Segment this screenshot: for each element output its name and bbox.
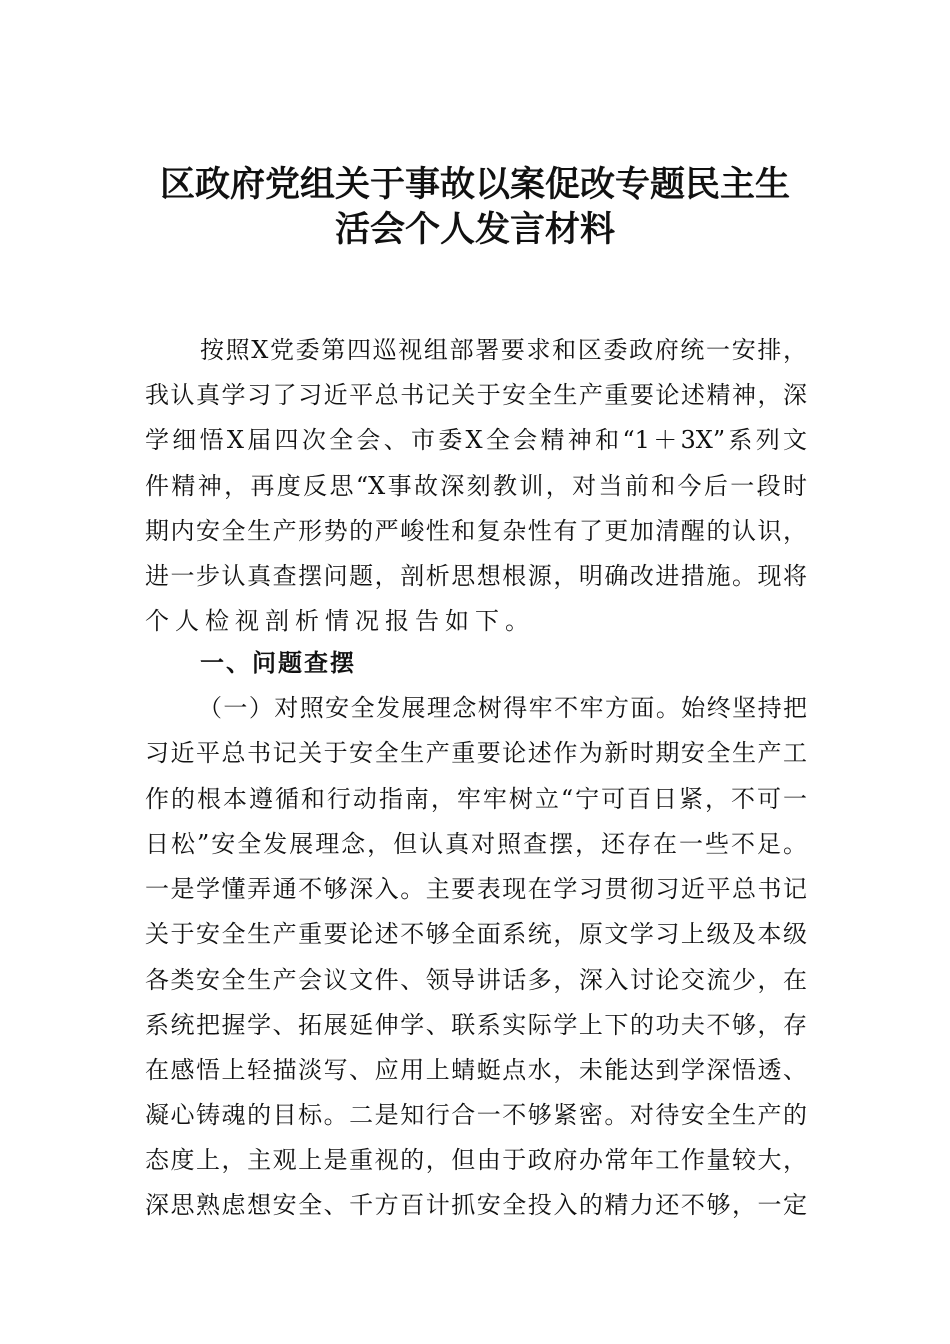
section-line: 深思熟虑想安全、千方百计抓安全投入的精力还不够，一定 bbox=[145, 1191, 807, 1219]
section-line: 一是学懂弄通不够深入。主要表现在学习贯彻习近平总书记 bbox=[145, 875, 807, 903]
section-line: 在感悟上轻描淡写、应用上蜻蜓点水，未能达到学深悟透、 bbox=[145, 1056, 807, 1084]
intro-line: 个人检视剖析情况报告如下。 bbox=[145, 607, 535, 635]
section-line: 各类安全生产会议文件、领导讲话多，深入讨论交流少，在 bbox=[145, 966, 807, 994]
section-line: 关于安全生产重要论述不够全面系统，原文学习上级及本级 bbox=[145, 920, 807, 948]
intro-line: 件精神，再度反思“X事故深刻教训，对当前和今后一段时 bbox=[145, 472, 807, 500]
section-line: 日松”安全发展理念，但认真对照查摆，还存在一些不足。 bbox=[145, 830, 807, 858]
section-line: （一）对照安全发展理念树得牢不牢方面。始终坚持把 bbox=[198, 694, 807, 722]
section-line: 习近平总书记关于安全生产重要论述作为新时期安全生产工 bbox=[145, 739, 807, 767]
document-title-line-2: 活会个人发言材料 bbox=[334, 209, 615, 250]
section-line: 系统把握学、拓展延伸学、联系实际学上下的功夫不够，存 bbox=[145, 1011, 807, 1039]
document-title-line-1: 区政府党组关于事故以案促改专题民主生 bbox=[159, 164, 790, 205]
section-line: 凝心铸魂的目标。二是知行合一不够紧密。对待安全生产的 bbox=[145, 1101, 807, 1129]
intro-line: 我认真学习了习近平总书记关于安全生产重要论述精神，深 bbox=[145, 381, 807, 409]
section-line: 作的根本遵循和行动指南，牢牢树立“宁可百日紧，不可一 bbox=[145, 785, 807, 813]
intro-line: 期内安全生产形势的严峻性和复杂性有了更加清醒的认识， bbox=[145, 517, 807, 545]
section-heading: 一、问题查摆 bbox=[200, 649, 356, 677]
section-line: 态度上，主观上是重视的，但由于政府办常年工作量较大， bbox=[145, 1146, 807, 1174]
intro-line: 学细悟X届四次全会、市委X全会精神和“1＋3X”系列文 bbox=[145, 426, 807, 454]
intro-line: 进一步认真查摆问题，剖析思想根源，明确改进措施。现将 bbox=[145, 562, 807, 590]
intro-line: 按照X党委第四巡视组部署要求和区委政府统一安排， bbox=[200, 336, 807, 364]
